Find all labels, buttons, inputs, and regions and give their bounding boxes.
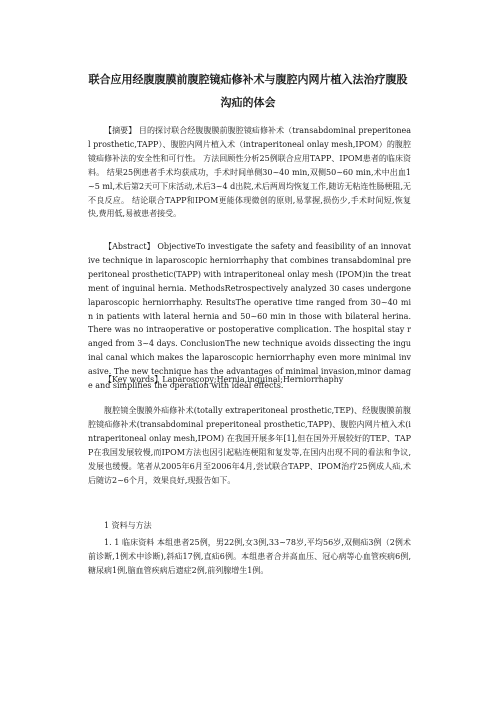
keywords: 【Key words】Laparoscopy;Hernia,inguinal;Herniorrhaphy [104,375,344,384]
section-heading: 1 资料与方法 [104,521,152,530]
abstract-chinese: 【摘要】 目的探讨联合经腹腹膜前腹腔镜疝修补术（transabdominal preperitoneal prosthetic,TAPP）、腹腔内网片植入术（intraperitoneal onlay mesh,IPOM）的腹腔镜疝修补法的安全性和可行性。 方法回顾性分析25例联合应用TAPP、IPOM患者的临床资料。 结果25例患者手术均获成功，手术时间单侧30~40 min,双侧50~60 min,术中出血1~5 ml,术后第2天可下床活动,术后3~4 d出院,术后两周均恢复工作,随访无粘连性肠梗阻,无不良反应。 结论联合TAPP和IPOM更能体现微创的原则,易掌握,损伤少,手术时间短,恢复快,费用低,易被患者接受。 [88,126,411,219]
paragraph-1-1: 1. 1 临床资料 本组患者25例，男22例,女3例,33~78岁,平均56岁,双侧疝3例（2例术前诊断,1例术中诊断),斜疝17例,直疝6例。本组患者合并高血压、冠心病等心血管疾病6例,糖尿病1例,脑血管疾病后遗症2例,前列腺增生1例。 [88,538,411,575]
intro-paragraph: 腹腔镜全腹膜外疝修补术(totally extraperitoneal prosthetic,TEP)、经腹腹膜前腹腔镜疝修补术(transabdominal preperitoneal prosthetic,TAPP)、腹腔内网片植入术(intraperitoneal onlay mesh,IPOM) 在我国开展多年[1],但在国外开展较好的TEP、TAPP在我国发展较慢,而IPOM方法也因引起粘连梗阻和复发等,在国内出现不同的看法和争议,发展也缓慢。笔者从2005年6月至2006年4月,尝试联合TAPP、IPOM治疗25例成人疝,术后随访2~6个月，效果良好,现报告如下。 [88,406,411,485]
title-line-2: 沟疝的体会 [220,96,276,109]
title-line-1: 联合应用经腹腹膜前腹腔镜疝修补术与腹腔内网片植入法治疗腹股 [88,73,408,86]
abstract-english: 【Abstract】 ObjectiveTo investigate the safety and feasibility of an innovative technique in laparoscopic herniorrhaphy that combines transabdominal preperitoneal prosthetic(TAPP) with intraperitoneal onlay mesh (IPOM)in the treatment of inguinal hernia. MethodsRetrospectively analyzed 30 cases undergone laparoscopic herniorrhaphy. ResultsThe operative time ranged from 30~40 min in patients with lateral hernia and 50~60 min in those with bilateral herina. There was no intraoperative or postoperative complication. The hospital stay ranged from 3~4 days. ConclusionThe new technique avoids dissecting the inguinal canal which makes the laparoscopic herniorrhaphy even more minimal invasive. The new technique has the advantages of minimal invasion,minor damage and simplifies the operation with ideal effects. [88,242,412,391]
